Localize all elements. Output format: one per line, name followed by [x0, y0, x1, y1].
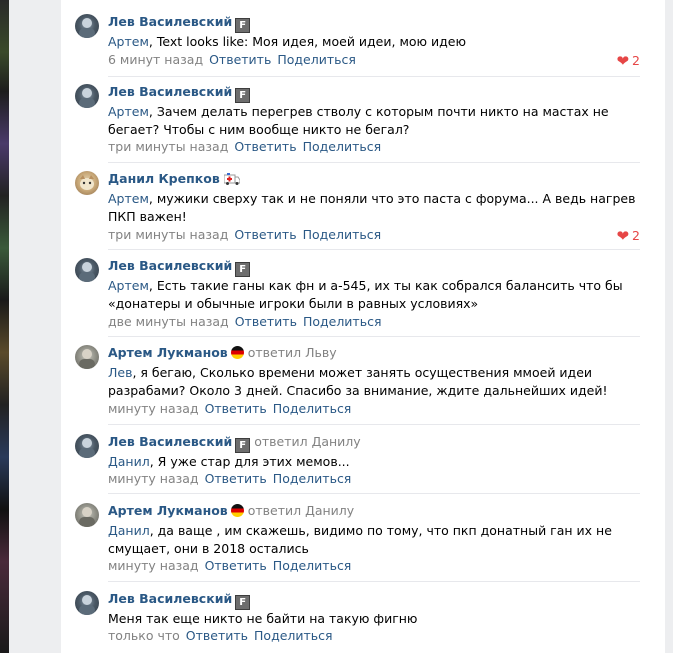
timestamp[interactable]: минуту назад [108, 558, 199, 573]
divider [108, 76, 640, 77]
like-count: 2 [632, 228, 640, 243]
comment-header [108, 171, 240, 188]
comment-header [108, 503, 354, 520]
comment-body: , мужики сверху так и не поняли что это паста с форума... А ведь нагрев ПКП важен! [108, 191, 636, 224]
comment-header [108, 591, 250, 608]
comment-body: , Есть такие ганы как фн и а-545, их ты как собрался балансить что бы «донатеры и обычные игроки были в равных условиях» [108, 278, 623, 311]
ambulance-icon [224, 173, 240, 188]
avatar[interactable] [75, 345, 99, 369]
replied-to: ответил Данилу [254, 434, 361, 449]
comment-body: Меня так еще никто не байти на такую фигню [108, 611, 418, 626]
comment-text [108, 453, 638, 471]
heart-icon: ❤ [616, 227, 630, 245]
scroll-gutter [665, 0, 673, 653]
avatar[interactable] [75, 503, 99, 527]
comment [75, 258, 640, 330]
share-link[interactable]: Поделиться [302, 227, 382, 242]
comment-meta [108, 401, 351, 418]
comment [75, 434, 640, 490]
timestamp[interactable]: минуту назад [108, 401, 199, 416]
background-strip [0, 0, 9, 653]
divider [108, 249, 640, 250]
reply-link[interactable]: Ответить [185, 628, 249, 643]
timestamp[interactable]: минуту назад [108, 471, 199, 486]
replied-to: ответил Льву [247, 345, 337, 360]
timestamp[interactable]: три минуты назад [108, 139, 229, 154]
comment-body: , Я уже стар для этих мемов... [149, 454, 350, 469]
share-link[interactable]: Поделиться [277, 52, 356, 67]
comment [75, 84, 640, 156]
comment-meta [108, 314, 381, 331]
reply-link[interactable]: Ответить [209, 52, 272, 67]
letter-f-badge: F [235, 595, 250, 610]
divider [108, 162, 640, 163]
addressee-link[interactable]: Данил [108, 454, 150, 469]
replied-to: ответил Данилу [247, 503, 355, 518]
author-name[interactable]: Артем Лукманов [108, 503, 228, 518]
germany-flag-icon [231, 504, 244, 517]
comment-meta [108, 139, 381, 156]
letter-f-badge: F [235, 438, 250, 453]
letter-f-badge: F [235, 18, 250, 33]
share-link[interactable]: Поделиться [272, 558, 352, 573]
comment-text [108, 364, 638, 400]
comment [75, 345, 640, 417]
like-button[interactable] [616, 52, 640, 70]
reply-link[interactable]: Ответить [234, 139, 297, 154]
author-name[interactable]: Артем Лукманов [108, 345, 228, 360]
avatar[interactable] [75, 258, 99, 282]
comment-text [108, 610, 638, 628]
letter-f-badge: F [235, 262, 250, 277]
like-button[interactable] [616, 227, 640, 245]
author-name[interactable]: Лев Василевский [108, 14, 233, 29]
divider [108, 581, 640, 582]
addressee-link[interactable]: Артем [108, 34, 149, 49]
reply-link[interactable]: Ответить [204, 401, 267, 416]
avatar[interactable] [75, 591, 99, 615]
author-name[interactable]: Лев Василевский [108, 434, 233, 449]
comment-meta [108, 471, 351, 488]
avatar[interactable] [75, 14, 99, 38]
addressee-link[interactable]: Артем [108, 104, 149, 119]
comment-header [108, 434, 361, 451]
avatar[interactable] [75, 434, 99, 458]
author-name[interactable]: Данил Крепков [108, 171, 220, 186]
comment-meta [108, 628, 333, 645]
germany-flag-icon [231, 346, 244, 359]
addressee-link[interactable]: Артем [108, 191, 149, 206]
comment [75, 171, 640, 243]
comment-text [108, 522, 638, 558]
share-link[interactable]: Поделиться [302, 139, 382, 154]
comment-meta [108, 52, 356, 69]
comment [75, 591, 640, 647]
comment-header [108, 345, 337, 362]
comment-text [108, 277, 638, 313]
letter-f-badge: F [235, 88, 250, 103]
comment [75, 14, 640, 74]
comment-header [108, 258, 250, 275]
comment-header [108, 84, 250, 101]
timestamp[interactable]: 6 минут назад [108, 52, 204, 67]
share-link[interactable]: Поделиться [272, 401, 352, 416]
like-count: 2 [632, 53, 640, 68]
share-link[interactable]: Поделиться [272, 471, 352, 486]
reply-link[interactable]: Ответить [204, 471, 267, 486]
timestamp[interactable]: три минуты назад [108, 227, 229, 242]
avatar[interactable] [75, 84, 99, 108]
timestamp[interactable]: только что [108, 628, 180, 643]
comment [75, 503, 640, 575]
comment-body: , Text looks like: Моя идея, моей идеи, мою идею [148, 34, 466, 49]
reply-link[interactable]: Ответить [234, 227, 297, 242]
author-name[interactable]: Лев Василевский [108, 258, 233, 273]
addressee-link[interactable]: Артем [108, 278, 149, 293]
divider [108, 424, 640, 425]
share-link[interactable]: Поделиться [254, 628, 333, 643]
comment-meta [108, 227, 381, 244]
comment-body: , да ваще , им скажешь, видимо по тому, что пкп донатный ган их не смущает, они в 2018 остались [108, 523, 612, 556]
avatar[interactable] [75, 171, 99, 195]
reply-link[interactable]: Ответить [204, 558, 267, 573]
reply-link[interactable]: Ответить [234, 314, 297, 329]
divider [108, 493, 640, 494]
comment-body: , я бегаю, Сколько времени может занять осуществения ммоей идеи разрабами? Около 3 дней. Спасибо за внимание, ждите дальнейших идей! [108, 365, 608, 398]
comment-text [108, 103, 638, 139]
comment-text [108, 190, 638, 226]
comment-text [108, 33, 638, 51]
addressee-link[interactable]: Лев [108, 365, 133, 380]
comment-body: , Зачем делать перегрев стволу с которым почти никто на мастах не бегает? Чтобы с ним вообще никто не бегал? [108, 104, 609, 137]
author-name[interactable]: Лев Василевский [108, 84, 233, 99]
share-link[interactable]: Поделиться [302, 314, 382, 329]
divider [108, 336, 640, 337]
comment-header [108, 14, 250, 31]
addressee-link[interactable]: Данил [108, 523, 150, 538]
author-name[interactable]: Лев Василевский [108, 591, 233, 606]
comment-meta [108, 558, 351, 575]
timestamp[interactable]: две минуты назад [108, 314, 229, 329]
heart-icon: ❤ [616, 52, 630, 70]
